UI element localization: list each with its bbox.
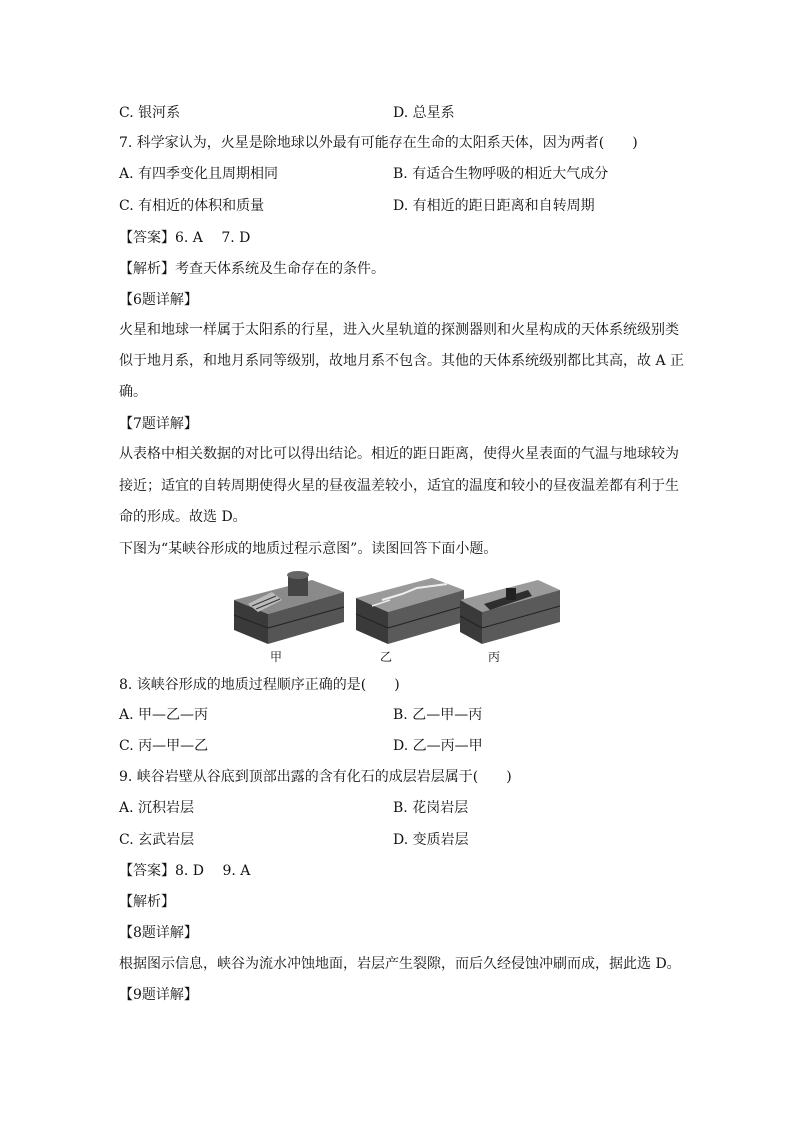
q6-option-c: C. 银河系 (119, 105, 181, 121)
q7-stem: 7. 科学家认为，火星是除地球以外最有可能存在生命的太阳系天体，因为两者( ) (119, 135, 638, 151)
detail-7-line: 从表格中相关数据的对比可以得出结论。相近的距日距离，使得火星表面的气温与地球较为 (119, 446, 679, 462)
answer-8-9: 【答案】8. D 9. A (119, 863, 251, 879)
q8-option-a: A. 甲—乙—丙 (119, 707, 209, 723)
q8-option-d: D. 乙—丙—甲 (393, 738, 483, 754)
block-yi (356, 578, 464, 644)
q9-option-d: D. 变质岩层 (393, 832, 469, 848)
detail-9-heading: 【9题详解】 (119, 987, 198, 1003)
detail-8-line: 根据图示信息，峡谷为流水冲蚀地面，岩层产生裂隙，而后久经侵蚀冲刷而成，据此选 D。 (119, 956, 681, 972)
q6-option-d: D. 总星系 (393, 105, 455, 121)
figure-label-bing: 丙 (488, 650, 501, 664)
figure-label-yi: 乙 (380, 650, 393, 664)
q8-option-c: C. 丙—甲—乙 (119, 738, 209, 754)
analysis-6-7: 【解析】考查天体系统及生命存在的条件。 (119, 261, 385, 277)
q8-option-b: B. 乙—甲—丙 (393, 707, 483, 723)
q9-option-a: A. 沉积岩层 (119, 800, 195, 816)
q8-stem: 8. 该峡谷形成的地质过程顺序正确的是( ) (119, 677, 400, 693)
answer-6-7: 【答案】6. A 7. D (119, 230, 251, 246)
q7-option-b: B. 有适合生物呼吸的相近大气成分 (393, 166, 609, 182)
block-bing (460, 580, 560, 644)
q7-option-a: A. 有四季变化且周期相同 (119, 166, 279, 182)
q7-option-c: C. 有相近的体积和质量 (119, 198, 265, 214)
q7-option-d: D. 有相近的距日距离和自转周期 (393, 198, 595, 214)
q9-option-c: C. 玄武岩层 (119, 832, 195, 848)
figure-label-jia: 甲 (270, 650, 283, 664)
detail-7-line: 接近；适宜的自转周期使得火星的昼夜温差较小，适宜的温度和较小的昼夜温差都有利于生 (119, 478, 679, 494)
detail-7-heading: 【7题详解】 (119, 416, 198, 432)
analysis-8-9: 【解析】 (119, 894, 175, 910)
detail-7-line: 命的形成。故选 D。 (119, 509, 247, 525)
canyon-formation-figure (232, 570, 562, 665)
block-jia (234, 571, 344, 644)
q9-stem: 9. 峡谷岩壁从谷底到顶部出露的含有化石的成层岩层属于( ) (119, 769, 512, 785)
detail-6-line: 火星和地球一样属于太阳系的行星，进入火星轨道的探测器则和火星构成的天体系统级别类 (119, 322, 679, 338)
detail-8-heading: 【8题详解】 (119, 925, 198, 941)
intro-8-9: 下图为“某峡谷形成的地质过程示意图”。读图回答下面小题。 (119, 541, 498, 557)
detail-6-heading: 【6题详解】 (119, 292, 198, 308)
detail-6-line: 确。 (119, 384, 147, 400)
detail-6-line: 似于地月系，和地月系同等级别，故地月系不包含。其他的天体系统级别都比其高，故 A 正 (119, 353, 685, 369)
q9-option-b: B. 花岗岩层 (393, 800, 469, 816)
